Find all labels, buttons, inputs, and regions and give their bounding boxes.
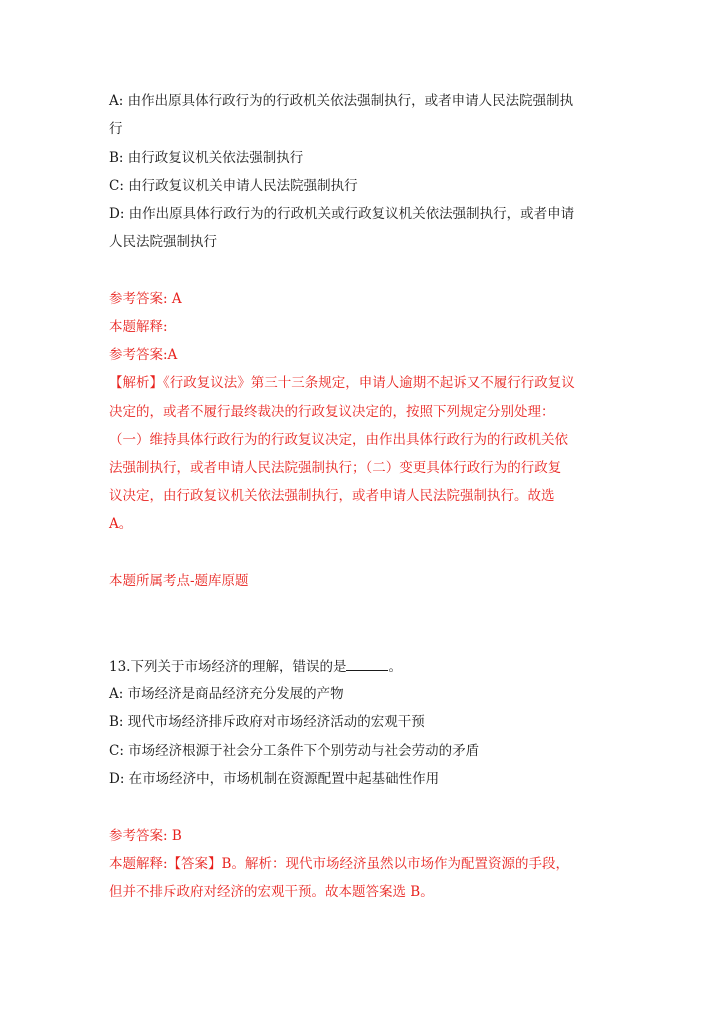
q13-answer-blank — [346, 656, 388, 671]
q12-option-d-line2: 人民法院强制执行 — [109, 234, 217, 250]
q12-answer: 参考答案: A — [109, 291, 182, 307]
q12-analysis-line1: 【解析】《行政复议法》第三十三条规定，申请人逾期不起诉又不履行行政复议 — [109, 375, 575, 391]
q12-analysis-line2: 决定的，或者不履行最终裁决的行政复议决定的，按照下列规定分别处理： — [109, 404, 555, 420]
q12-analysis-line3: （一）维持具体行政行为的行政复议决定，由作出具体行政行为的行政机关依 — [109, 432, 568, 448]
q12-answer-repeat: 参考答案:A — [109, 347, 178, 363]
q12-analysis-line4: 法强制执行，或者申请人民法院强制执行；（二）变更具体行政行为的行政复 — [109, 460, 562, 476]
q12-option-a-line2: 行 — [109, 121, 123, 137]
q13-answer: 参考答案: B — [109, 828, 182, 844]
q12-knowledge-point: 本题所属考点-题库原题 — [109, 573, 249, 589]
q13-question-text: 13.下列关于市场经济的理解，错误的是 — [109, 659, 347, 675]
q13-question-end: 。 — [388, 659, 402, 675]
q13-option-b: B: 现代市场经济排斥政府对市场经济活动的宏观干预 — [109, 714, 425, 730]
q13-explanation-line2: 但并不排斥政府对经济的宏观干预。故本题答案选 B。 — [109, 884, 434, 900]
q13-option-d: D: 在市场经济中，市场机制在资源配置中起基础性作用 — [109, 771, 440, 787]
q12-option-a-line1: A: 由作出原具体行政行为的行政机关依法强制执行，或者申请人民法院强制执 — [109, 93, 574, 109]
q13-explanation-line1: 本题解释:【答案】B。解析：现代市场经济虽然以市场作为配置资源的手段， — [109, 856, 569, 872]
q12-explanation-label: 本题解释: — [109, 319, 168, 335]
q12-analysis-line5: 议决定，由行政复议机关依法强制执行，或者申请人民法院强制执行。故选 — [109, 488, 555, 504]
q13-option-a: A: 市场经济是商品经济充分发展的产物 — [109, 686, 344, 702]
q12-analysis-line6: A。 — [109, 516, 133, 532]
q12-option-c: C: 由行政复议机关申请人民法院强制执行 — [109, 178, 358, 194]
q12-option-b: B: 由行政复议机关依法强制执行 — [109, 150, 304, 166]
q13-option-c: C: 市场经济根源于社会分工条件下个别劳动与社会劳动的矛盾 — [109, 743, 480, 759]
q13-question — [109, 656, 402, 677]
q12-option-d-line1: D: 由作出原具体行政行为的行政机关或行政复议机关依法强制执行，或者申请 — [109, 206, 575, 222]
